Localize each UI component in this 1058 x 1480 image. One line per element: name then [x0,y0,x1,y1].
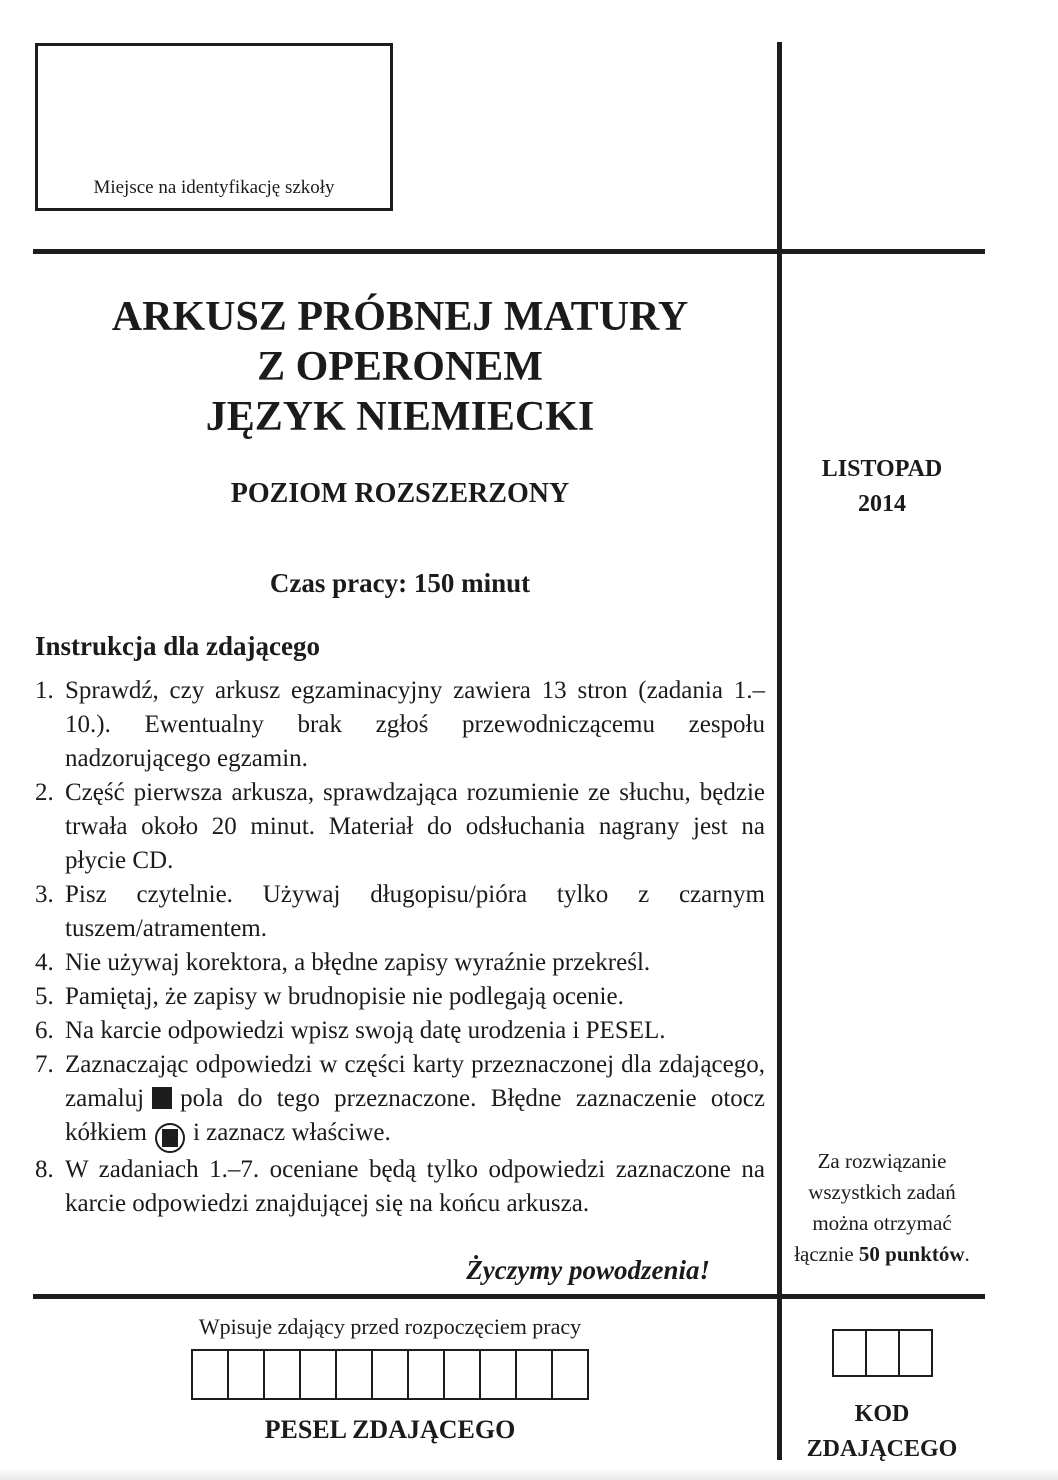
item-text: Część pierwsza arkusza, sprawdzająca rozumienie ze słuchu, będzie trwała około 20 minut. Materiał do odsłuchania nagrany jest na płycie CD. [65,779,765,874]
instructions-heading: Instrukcja dla zdającego [35,631,320,661]
instruction-item-8 [35,1153,765,1221]
item-number: 5. [35,983,54,1010]
item-text: Pamiętaj, że zapisy w brudnopisie nie podlegają ocenie. [65,983,624,1010]
candidate-code-block [782,1320,982,1467]
item-number: 7. [35,1051,54,1078]
instructions-list [35,674,765,1221]
points-note-period: . [964,1242,970,1266]
bottom-horizontal-rule [33,1294,985,1299]
exam-duration: Czas pracy: 150 minut [269,568,531,598]
pesel-label: PESEL ZDAJĄCEGO [264,1415,516,1444]
candidate-code-label-line2: ZDAJĄCEGO [806,1436,958,1462]
instruction-item-5 [35,980,765,1014]
pesel-digit-cell[interactable] [479,1349,517,1400]
item-number: 6. [35,1017,54,1044]
pesel-digit-cell[interactable] [407,1349,445,1400]
good-luck-message: Życzymy powodzenia! [466,1255,710,1285]
pesel-digit-cell[interactable] [371,1349,409,1400]
item-number: 3. [35,881,54,908]
pesel-entry-area [35,1314,745,1445]
candidate-code-boxes [832,1329,933,1377]
circled-filled-square-icon [155,1123,185,1153]
points-note-bold: 50 punktów [858,1242,965,1266]
item-text: Sprawdź, czy arkusz egzaminacyjny zawiera 13 stron (zadania 1.–10.). Ewentualny brak zgłoś przewodniczącemu zespołu nadzorującego egzamin. [65,677,765,772]
points-note-text: Za rozwiązanie wszystkich zadań można otrzymać łącznie [794,1149,956,1266]
code-input-cell[interactable] [898,1329,933,1377]
pesel-boxes [191,1349,589,1400]
instruction-item-2 [35,776,765,878]
candidate-code-label-line1: KOD [854,1401,910,1427]
instruction-item-1 [35,674,765,776]
item-number: 4. [35,949,54,976]
pesel-digit-cell[interactable] [515,1349,553,1400]
pesel-digit-cell[interactable] [299,1349,337,1400]
pesel-digit-cell[interactable] [263,1349,301,1400]
code-input-cell[interactable] [865,1329,900,1377]
filled-square-icon [152,1087,172,1109]
exam-title-line1: ARKUSZ PRÓBNEJ MATURY [111,294,689,340]
instruction-item-6 [35,1014,765,1048]
instruction-item-3 [35,878,765,946]
item-text: W zadaniach 1.–7. oceniane będą tylko odpowiedzi zaznaczone na karcie odpowiedzi znajdującej się na końcu arkusza. [65,1156,765,1217]
exam-title-line2: Z OPERONEM [257,344,543,390]
item-text-segment: Zaznaczając odpowiedzi w części karty przeznaczonej dla zdającego, zamaluj [65,1051,765,1112]
candidate-code-label [782,1397,982,1467]
fill-before-start-note: Wpisuje zdający przed rozpoczęciem pracy [198,1314,582,1339]
item-number: 2. [35,779,54,806]
exam-date [782,452,982,522]
circled-square-fill [162,1129,178,1147]
exam-title-line3: JĘZYK NIEMIECKI [205,394,595,440]
item-text: Na karcie odpowiedzi wpisz swoją datę urodzenia i PESEL. [65,1017,666,1044]
vertical-divider-rule [777,42,782,1460]
item-text: Nie używaj korektora, a błędne zapisy wyraźnie przekreśl. [65,949,651,976]
code-input-cell[interactable] [832,1329,867,1377]
instruction-item-7 [35,1048,765,1153]
main-column [35,292,765,1286]
pesel-digit-cell[interactable] [335,1349,373,1400]
instruction-item-4 [35,946,765,980]
exam-level: POZIOM ROZSZERZONY [230,478,570,509]
item-number: 1. [35,677,54,704]
pesel-digit-cell[interactable] [551,1349,589,1400]
item-number: 8. [35,1156,54,1183]
item-text [65,1048,765,1153]
total-points-note [784,1146,980,1270]
item-text-segment: pola do tego przeznaczone. Błędne zaznaczenie otocz kółkiem [65,1085,765,1146]
page-edge-shadow [0,1468,1058,1480]
school-id-box-label: Miejsce na identyfikację szkoły [93,177,335,198]
pesel-digit-cell[interactable] [227,1349,265,1400]
exam-date-month: LISTOPAD [821,456,943,482]
item-text-segment: i zaznacz właściwe. [192,1119,391,1146]
item-text: Pisz czytelnie. Używaj długopisu/pióra tylko z czarnym tuszem/atramentem. [65,881,765,942]
exam-date-year: 2014 [858,491,906,517]
pesel-digit-cell[interactable] [443,1349,481,1400]
exam-title [35,292,765,442]
school-id-box [35,43,393,211]
top-horizontal-rule [33,249,985,254]
pesel-digit-cell[interactable] [191,1349,229,1400]
